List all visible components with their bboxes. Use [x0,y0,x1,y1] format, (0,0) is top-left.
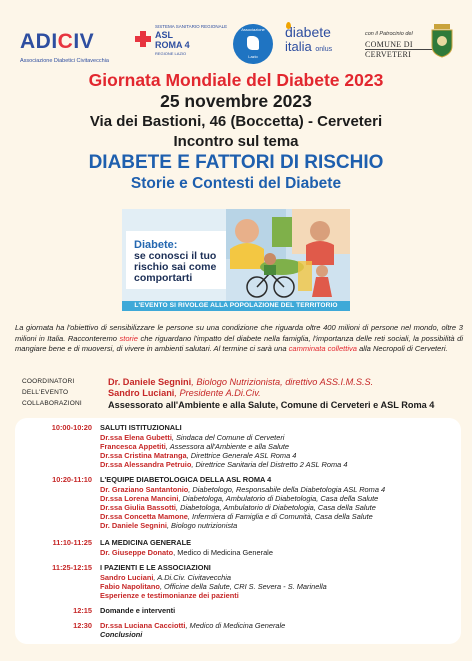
intro-paragraph: La giornata ha l'obiettivo di sensibilizzare le persone su una condizione che riguarda oltre 400 milioni di persone nel mondo, oltre 3 milioni in Italia. Racconteremo storie che riguardano l'impatto del diabete nella famiglia, l'importanza delle reti sociali, la possibilità di mangiare bene e di muoversi, di vivere in ambienti salutari. Al termine ci sarà una camminata collettiva alla Necropoli di Cerveteri. [15,323,464,353]
audience-banner: L'EVENTO SI RIVOLGE ALLA POPOLAZIONE DEL TERRITORIO [122,301,350,311]
lazio-map-icon [247,36,259,50]
speaker: Dr.ssa Luciana Cacciotti, Medico di Medicina Generale [100,621,286,630]
slot-time: 12:30 [73,621,92,630]
card-question: Diabete: [134,239,178,251]
speaker: Dr. Giuseppe Donato, Medico di Medicina Generale [100,548,273,557]
speaker: Dr.ssa Elena Gubetti, Sindaca del Comune di Cerveteri [100,433,285,442]
speaker: Dr. Graziano Santantonio, Diabetologo, Responsabile della Diabetologia ASL Roma 4 [100,485,386,494]
event-title: Giornata Mondiale del Diabete 2023 [88,70,384,90]
collaborations-label: COLLABORAZIONI [22,400,82,407]
speaker: Fabio Napolitano, Officine della Salute, CRI S. Severa - S. Marinella [100,582,327,592]
adiciv-subtitle: Associazione Diabetici Civitavecchia [20,58,109,64]
speaker: Dr. Daniele Segnini, Biologo nutrizionista [100,521,238,531]
speaker: Dr.ssa Alessandra Petruio, Direttrice Sanitaria del Distretto 2 ASL Roma 4 [100,460,348,470]
slot-time: 10:00-10:20 [51,423,92,432]
lazio-badge-icon [233,24,273,64]
asl-line1: ASL [155,30,173,40]
collaborations-row [22,400,462,411]
asl-logo [135,22,230,68]
event-date: 25 novembre 2023 [160,91,312,111]
coordinator-1: Dr. Daniele Segnini, Biologo Nutrizionista, direttivo ASS.I.M.S.S. [108,377,374,387]
slot-content [100,538,455,557]
slot-content [100,475,455,530]
association-badge-logo [233,22,273,68]
coordinators-label-2: DELL'EVENTO [22,389,69,396]
comune-line2: CERVETERI [365,50,412,59]
patronage-label: con il Patrocinio del [365,31,413,37]
badge-bottom-text: Lazio [248,54,258,59]
speaker: Francesca Appetiti, Assessora all'Ambiente e alla Salute [100,442,290,452]
event-theme: DIABETE E FATTORI DI RISCHIO [88,152,384,173]
coordinator-row-2 [22,389,462,400]
comune-line1: COMUNE DI [365,40,413,49]
speaker: Sandro Luciani, A.Di.Civ. Civitavecchia [100,573,232,582]
slot-title: LA MEDICINA GENERALE [100,538,192,547]
speaker: Esperienze e testimonianze dei pazienti [100,591,239,601]
slot-content [100,621,455,639]
diabete-italia-line2: italia onlus [285,39,333,54]
logo-bar [20,22,452,68]
diabete-italia-logo [285,22,365,68]
slot-content [100,423,455,469]
slot-title: SALUTI ISTITUZIONALI [100,423,182,432]
badge-top-text: Associazione [241,27,265,32]
slot-title: I PAZIENTI E LE ASSOCIAZIONI [100,563,211,572]
coordinators-label-1: COORDINATORI [22,378,75,385]
event-intro: Incontro sul tema [173,133,299,150]
slot-content [100,563,455,600]
event-place: Via dei Bastioni, 46 (Boccetta) - Cerveteri [89,113,383,130]
slot-time: 12:15 [73,606,92,615]
slot-time: 10:20-11:10 [52,475,92,484]
coordinators-block [22,378,462,411]
adiciv-wordmark: ADICIV [20,30,95,53]
event-subtheme: Storie e Contesti del Diabete [130,175,342,192]
slot-title: Domande e interventi [100,606,176,615]
asl-line3: REGIONE LAZIO [155,51,187,56]
speaker: Dr.ssa Concetta Mamone, Infermiera di Famiglia e di Comunità, Casa della Salute [100,512,373,522]
red-cross-icon [135,31,151,47]
closing-remarks: Conclusioni [100,630,143,640]
slot-content [100,606,455,616]
question-card [126,231,226,289]
slot-time: 11:10-11:25 [52,538,92,547]
asl-line2: ROMA 4 [155,40,190,50]
collaborations-value: Assessorato all'Ambiente e alla Salute, Comune di Cerveteri e ASL Roma 4 [108,400,435,410]
card-answer: se conosci il tuo rischio sai come comportarti [134,250,217,284]
speaker: Dr.ssa Lorena Mancini, Diabetologa, Ambulatorio di Diabetologia, Casa della Salute [100,494,379,504]
asl-system-label: SISTEMA SANITARIO REGIONALE [155,24,228,29]
illustration [122,209,350,311]
slot-title: L'EQUIPE DIABETOLOGICA DELLA ASL ROMA 4 [100,475,272,484]
cerveteri-crest-icon [430,24,454,58]
slot-time: 11:25-12:15 [52,563,92,572]
coordinator-2: Sandro Luciani, Presidente A.Di.Civ. [108,388,261,398]
adiciv-logo [20,22,132,68]
speaker: Dr.ssa Cristina Matranga, Direttrice Generale ASL Roma 4 [100,451,297,461]
diabete-italia-line1: diabete [285,24,331,40]
schedule-panel [15,418,461,644]
speaker: Dr.ssa Giulia Bassotti, Diabetologa, Ambulatorio di Diabetologia, Casa della Salute [100,503,376,513]
title-block [0,70,472,194]
